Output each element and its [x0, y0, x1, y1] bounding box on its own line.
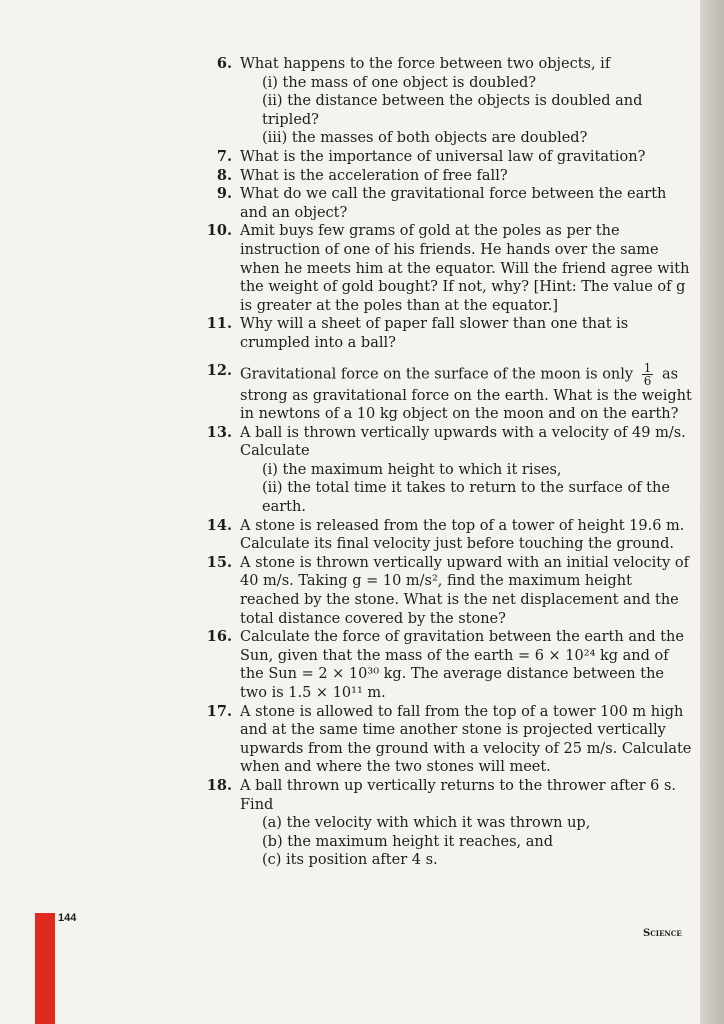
- question-13: [196, 424, 692, 517]
- question-text: What do we call the gravitational force between the earth and an object?: [240, 186, 667, 221]
- sub-question: (b) the maximum height it reaches, and: [262, 833, 554, 850]
- question-number: 16.: [206, 628, 232, 646]
- question-number: 10.: [206, 222, 232, 240]
- question-14: [196, 517, 692, 554]
- fraction-one-sixth: [642, 362, 654, 387]
- question-text: A stone is thrown vertically upward with an initial velocity of 40 m/s. Taking g = 10 m/s², find the maximum height reached by the stone. What is the net displacement and the total distance covered by the stone?: [240, 554, 689, 627]
- question-number: 15.: [206, 553, 232, 571]
- spacer: [196, 353, 692, 362]
- question-number: 9.: [216, 185, 232, 203]
- question-text-cont: as: [661, 366, 679, 382]
- question-text: What is the importance of universal law of gravitation?: [240, 148, 646, 165]
- sub-question: (a) the velocity with which it was thrown up,: [262, 815, 591, 832]
- question-number: 12.: [206, 361, 232, 379]
- question-text-cont: strong as gravitational force on the earth. What is the weight in newtons of a 10 kg object on the moon and on the earth?: [240, 387, 692, 423]
- sub-question: (i) the mass of one object is doubled?: [262, 74, 537, 91]
- question-number: 13.: [206, 423, 232, 441]
- question-text: Why will a sheet of paper fall slower than one that is crumpled into a ball?: [240, 316, 629, 351]
- question-16: [196, 628, 692, 702]
- question-text: Amit buys few grams of gold at the poles as per the instruction of one of his friends. He hands over the same when he meets him at the equator. Will the friend agree with the weight of gold bought? If not, why? [Hint: The value of g is greater at the poles than at the equator.]: [240, 223, 690, 314]
- question-text: What is the acceleration of free fall?: [240, 167, 508, 184]
- page-number: 144: [58, 912, 77, 924]
- question-text: A ball is thrown vertically upwards with a velocity of 49 m/s. Calculate: [240, 424, 686, 460]
- page-number-bar: [35, 913, 55, 1024]
- question-10: [196, 222, 692, 315]
- question-text: A stone is released from the top of a tower of height 19.6 m. Calculate its final velocity just before touching the ground.: [240, 517, 685, 553]
- exercise-questions: [196, 55, 692, 870]
- question-7: [196, 148, 692, 167]
- sub-question: (i) the maximum height to which it rises,: [262, 461, 562, 478]
- question-number: 18.: [206, 776, 232, 794]
- question-text: What happens to the force between two objects, if: [240, 56, 611, 72]
- question-number: 11.: [206, 315, 232, 333]
- question-9: [196, 185, 692, 222]
- sub-question: (ii) the distance between the objects is doubled and tripled?: [262, 93, 643, 128]
- question-18: [196, 777, 692, 870]
- running-title: Science: [643, 928, 682, 939]
- question-number: 8.: [216, 166, 232, 184]
- question-12: [196, 362, 692, 424]
- question-text: A ball thrown up vertically returns to the thrower after 6 s. Find: [240, 777, 677, 813]
- question-17: [196, 703, 692, 777]
- question-text: A stone is allowed to fall from the top of a tower 100 m high and at the same time another stone is projected vertically upwards from the ground with a velocity of 25 m/s. Calculate when and where the two stones will meet.: [240, 703, 692, 776]
- question-11: [196, 315, 692, 352]
- sub-question: (iii) the masses of both objects are doubled?: [262, 130, 588, 147]
- question-number: 6.: [216, 55, 232, 72]
- question-number: 14.: [206, 516, 232, 534]
- question-15: [196, 554, 692, 628]
- page-edge: [700, 0, 724, 1024]
- question-6: [196, 55, 692, 148]
- fraction-numerator: 1: [643, 360, 652, 375]
- sub-question: (c) its position after 4 s.: [262, 852, 438, 869]
- question-number: 7.: [216, 147, 232, 165]
- question-number: 17.: [206, 702, 232, 720]
- question-text: Gravitational force on the surface of the moon is only: [240, 366, 634, 382]
- question-8: [196, 167, 692, 186]
- fraction-denominator: 6: [643, 373, 652, 388]
- sub-question: (ii) the total time it takes to return to the surface of the earth.: [262, 480, 670, 516]
- question-text: Calculate the force of gravitation between the earth and the Sun, given that the mass of the earth = 6 × 10²⁴ kg and of the Sun = 2 × 10³⁰ kg. The average distance between the two is 1.5 × 10¹¹ m.: [240, 629, 684, 701]
